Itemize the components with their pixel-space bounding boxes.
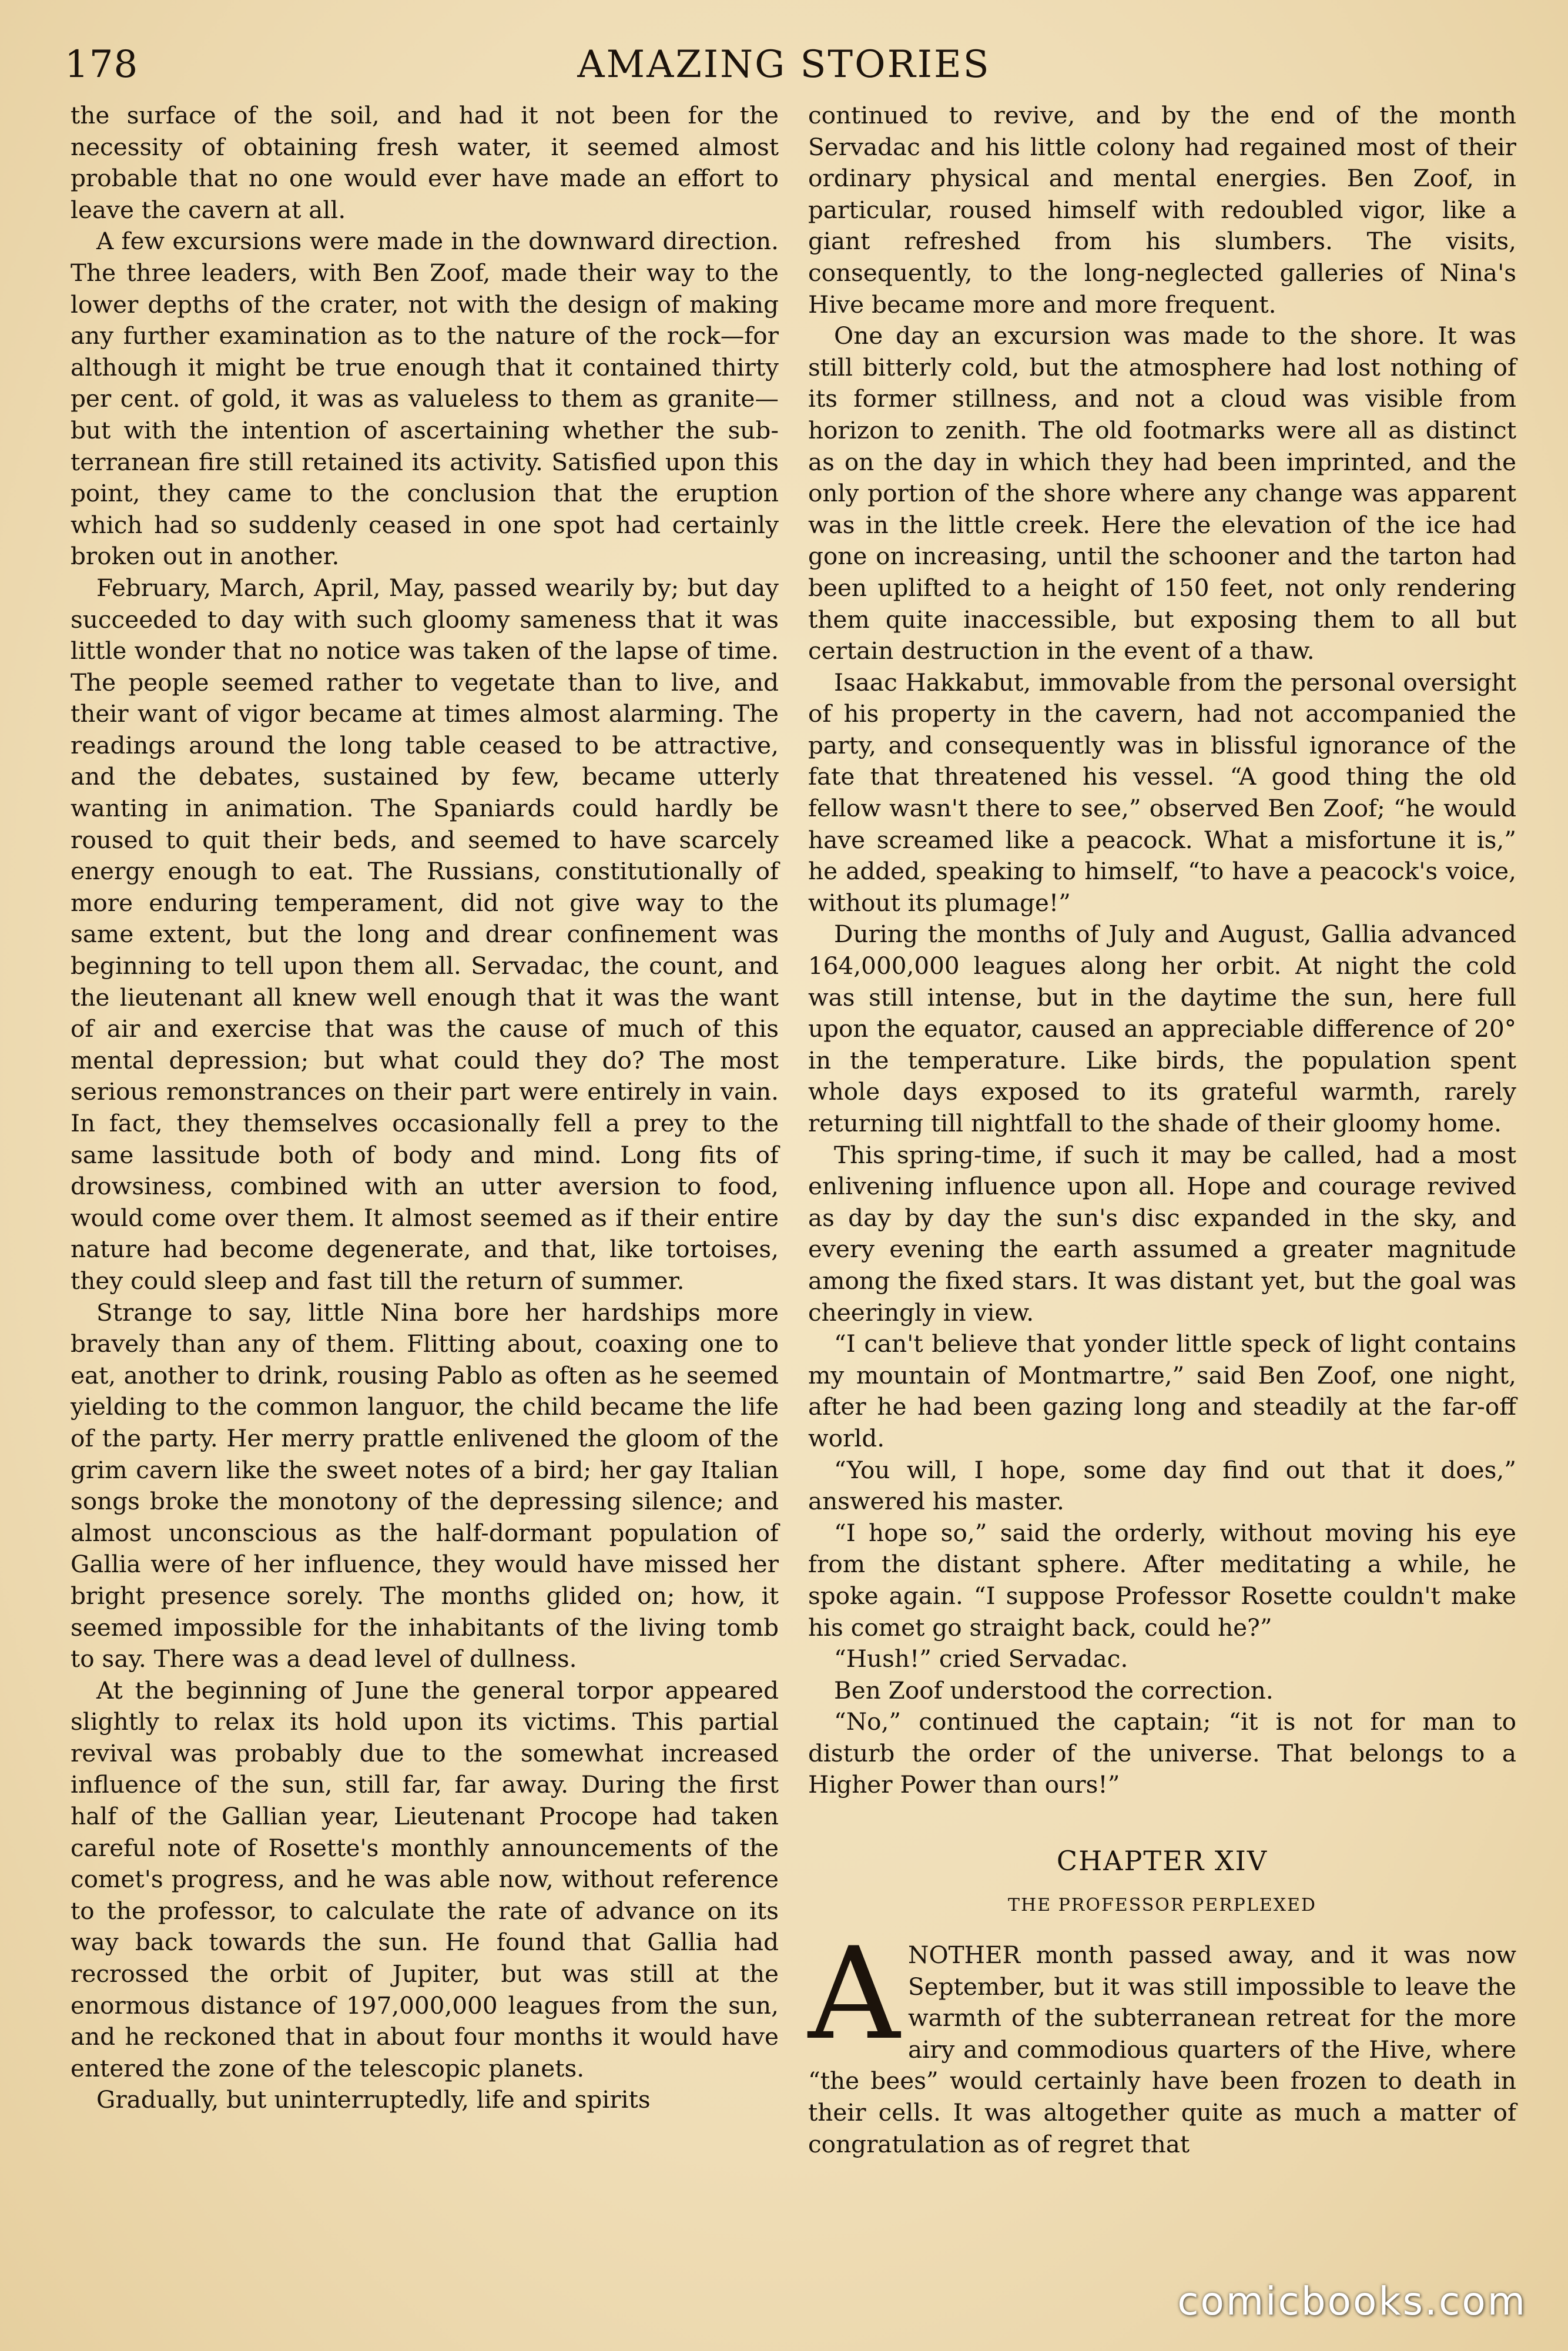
paragraph: One day an excursion was made to the shore. It was still bitterly cold, but the atmosphere had lost nothing of its former stillness, and not a cloud was visible from horizon to zenith. The old footmarks were all as distinct as on the day in which they had been imprinted, and the only portion of the shore where any change was apparent was in the little creek. Here the elevation of the ice had gone on increasing, until the schooner and the tarton had been uplifted to a height of 150 feet, not only rendering them quite inaccessible, but exposing them to all but certain destruction in the event of a thaw. (808, 321, 1516, 665)
chapter-opening-paragraph (808, 1920, 1516, 2160)
paragraph: “I hope so,” said the orderly, without moving his eye from the distant sphere. After meditating a while, he spoke again. “I suppose Professor Rosette couldn't make his comet go straight back, could he?” (808, 1518, 1516, 1642)
watermark: comicbooks.com (1177, 2279, 1527, 2324)
paragraph: Isaac Hakkabut, immovable from the personal oversight of his property in the cavern, had not accompanied the party, and consequently was in blissful ignorance of the fate that threatened his vessel. “A good thing the old fellow wasn't there to see,” observed Ben Zoof; “he would have screamed like a peacock. What a misfortune it is,” he added, speaking to himself, “to have a peacock's voice, without its plumage!” (808, 668, 1516, 917)
paragraph: “You will, I hope, some day find out that it does,” answered his master. (808, 1455, 1516, 1516)
paragraph: Ben Zoof understood the correction. (834, 1676, 1274, 1704)
left-column (71, 100, 779, 2116)
paragraph: the surface of the soil, and had it not been for the necessity of obtaining fresh water, it seemed almost probable that no one would ever have made an effort to leave the cavern at all. (71, 101, 779, 224)
right-column (808, 100, 1516, 2160)
chapter-opening-text: NOTHER month passed away, and it was now September, but it was still impossible to leave the warmth of the subterranean retreat for the more airy and commodious quarters of the Hive, where “the bees” would certainly have been frozen to death in their cells. It was altogether quite as much a matter of congratulation as of regret that (808, 1941, 1516, 2158)
paragraph: February, March, April, May, passed wearily by; but day succeeded to day with such gloomy sameness that it was little wonder that no notice was taken of the lapse of time. The people seemed rather to vegetate than to live, and their want of vigor became at times almost alarming. The readings around the long table ceased to be attractive, and the debates, sustained by few, became utterly wanting in animation. The Spaniards could hardly be roused to quit their beds, and seemed to have scarcely energy enough to eat. The Russians, constitutionally of more enduring temperament, did not give way to the same extent, but the long and drear confinement was beginning to tell upon them all. Servadac, the count, and the lieutenant all knew well enough that it was the want of air and exercise that was the cause of much of this mental depression; but what could they do? The most serious remonstrances on their part were entirely in vain. In fact, they themselves occasionally fell a prey to the same lassitude both of body and mind. Long fits of drowsiness, combined with an utter aversion to food, would come over them. It almost seemed as if their entire nature had become degenerate, and that, like tortoises, they could sleep and fast till the return of summer. (71, 573, 779, 1295)
paragraph: Strange to say, little Nina bore her hardships more bravely than any of them. Flitting about, coaxing one to eat, another to drink, rousing Pablo as often as he seemed yielding to the common languor, the child became the life of the party. Her merry prattle enlivened the gloom of the grim cavern like the sweet notes of a bird; her gay Italian songs broke the monotony of the depressing silence; and almost unconscious as the half-dormant population of Gallia were of her influence, they would have missed her bright presence sorely. The months glided on; how, it seemed impossible for the inhabitants of the living tomb to say. There was a dead level of dullness. (71, 1298, 779, 1673)
chapter-subtitle: THE PROFESSOR PERPLEXED (1008, 1895, 1316, 1916)
chapter-heading: CHAPTER XIV (1056, 1845, 1268, 1877)
paragraph: continued to revive, and by the end of the month Servadac and his little colony had regained most of their ordinary physical and mental energies. Ben Zoof, in particular, roused himself with redoubled vigor, like a giant refreshed from his slumbers. The visits, consequently, to the long-neglected galleries of Nina's Hive became more and more frequent. (808, 101, 1516, 319)
paragraph: “I can't believe that yonder little speck of light contains my mountain of Montmartre,” said Ben Zoof, one night, after he had been gazing long and steadily at the far-off world. (808, 1329, 1516, 1452)
paragraph: At the beginning of June the general torpor appeared slightly to relax its hold upon its victims. This partial revival was probably due to the somewhat increased influence of the sun, still far, far away. During the first half of the Gallian year, Lieutenant Procope had taken careful note of Rosette's monthly announcements of the comet's progress, and he was able now, without reference to the professor, to calculate the rate of advance on its way back towards the sun. He found that Gallia had recrossed the orbit of Jupiter, but was still at the enormous distance of 197,000,000 leagues from the sun, and he reckoned that in about four months it would have entered the zone of the telescopic planets. (71, 1676, 779, 2082)
paragraph: A few excursions were made in the downward direction. The three leaders, with Ben Zoof, made their way to the lower depths of the crater, not with the design of making any further examination as to the nature of the rock—for although it might be true enough that it contained thirty per cent. of gold, it was as valueless to them as granite—but with the intention of ascertaining whether the subterranean fire still retained its activity. Satisfied upon this point, they came to the conclusion that the eruption which had so suddenly ceased in one spot had certainly broken out in another. (71, 227, 779, 571)
page-number: 178 (65, 43, 139, 86)
paragraph: During the months of July and August, Gallia advanced 164,000,000 leagues along her orbit. At night the cold was still intense, but in the daytime the sun, here full upon the equator, caused an appreciable difference of 20° in the temperature. Like birds, the population spent whole days exposed to its grateful warmth, rarely returning till nightfall to the shade of their gloomy home. (808, 920, 1516, 1137)
paragraph: “No,” continued the captain; “it is not for man to disturb the order of the universe. That belongs to a Higher Power than ours!” (808, 1707, 1516, 1799)
paragraph: Gradually, but uninterruptedly, life and spirits (96, 2085, 651, 2114)
drop-cap: A (808, 1920, 900, 2068)
running-head: AMAZING STORIES (577, 43, 991, 86)
paragraph: “Hush!” cried Servadac. (834, 1645, 1128, 1673)
paragraph: This spring-time, if such it may be called, had a most enlivening influence upon all. Hope and courage revived as day by day the sun's disc expanded in the sky, and every evening the earth assumed a greater magnitude among the fixed stars. It was distant yet, but the goal was cheeringly in view. (808, 1140, 1516, 1327)
